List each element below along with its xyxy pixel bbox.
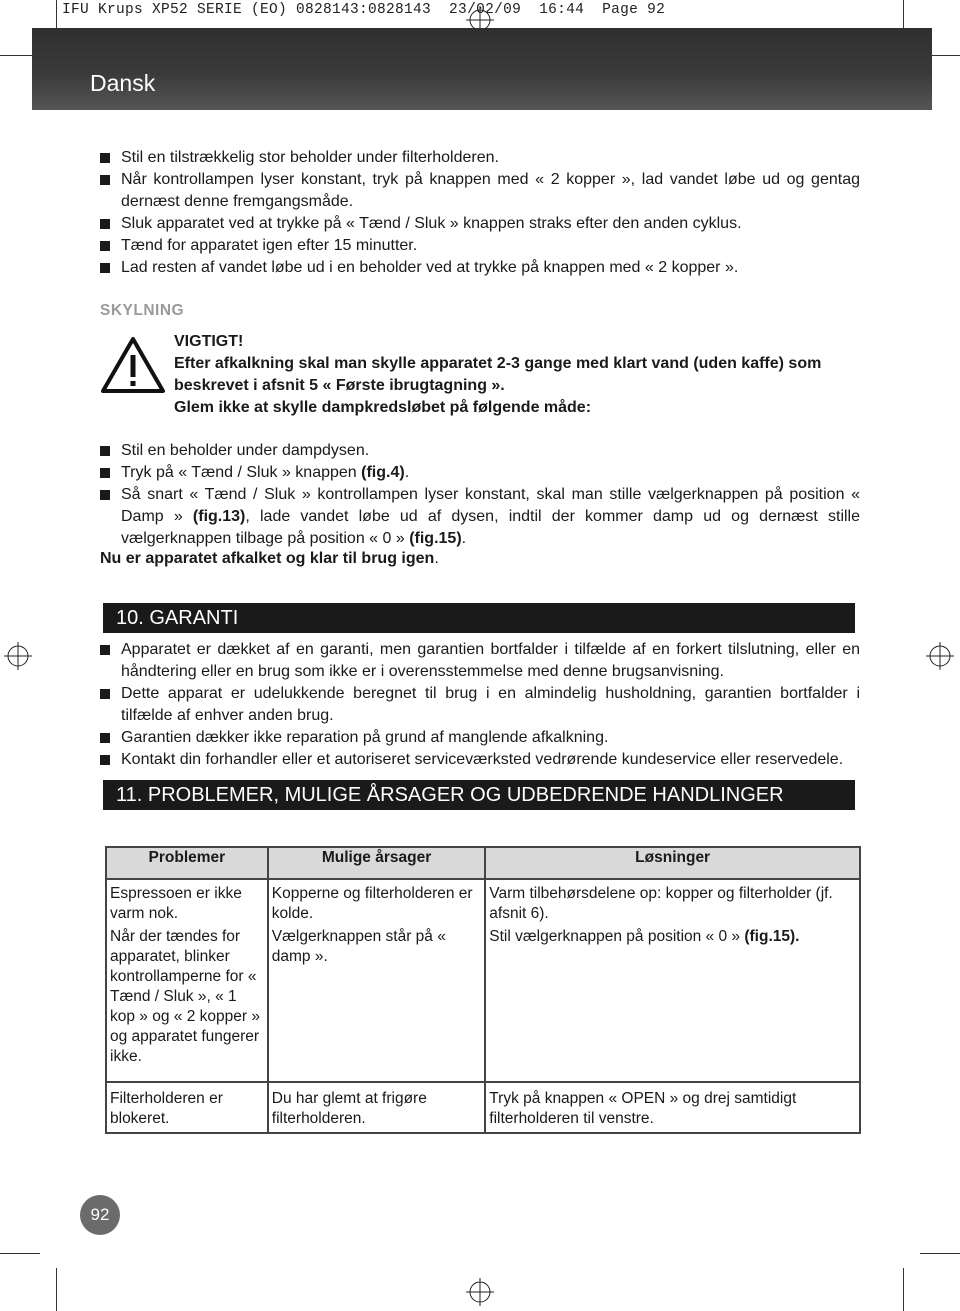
table-cell bbox=[485, 879, 860, 1082]
cell-text: Vælgerknappen står på « damp ». bbox=[271, 928, 446, 965]
crop-mark bbox=[920, 1253, 960, 1254]
step-text: , lade vandet løbe ud af dysen, indtil der kommer damp ud og dernæst stille vælgerknappen tilbage på position « 0 » bbox=[121, 508, 860, 547]
list-item: Kontakt din forhandler eller et autoriseret serviceværksted vedrørende kundeservice eller reservedele. bbox=[100, 749, 860, 771]
crop-mark bbox=[903, 1268, 904, 1311]
step-text: . bbox=[404, 464, 410, 481]
step-text: Tryk på « Tænd / Sluk » knappen bbox=[121, 464, 362, 481]
list-item: Stil en tilstrækkelig stor beholder under filterholderen. bbox=[100, 147, 860, 169]
cell-text-with-figure bbox=[486, 927, 859, 950]
troubleshooting-table bbox=[105, 846, 861, 1134]
cell-text: Espressoen er ikke varm nok. bbox=[110, 885, 242, 922]
list-item: Når kontrollampen lyser konstant, tryk på knappen med « 2 kopper », lad vandet løbe ud og gentag dernæst denne fremgangsmåde. bbox=[100, 169, 860, 213]
table-cell: Filterholderen er blokeret. bbox=[106, 1082, 268, 1133]
conclusion-bold: Nu er apparatet afkalket og klar til brug igen bbox=[100, 550, 435, 567]
cell-text: Varm tilbehørsdelene op: kopper og filterholder (jf. afsnit 6). bbox=[489, 885, 833, 922]
table-cell: Du har glemt at frigøre filterholderen. bbox=[268, 1082, 486, 1133]
table-cell bbox=[106, 879, 268, 1082]
registration-mark-icon bbox=[4, 642, 32, 670]
registration-mark-icon bbox=[926, 642, 954, 670]
top-bullet-list bbox=[100, 147, 860, 279]
table-cell: Tryk på knappen « OPEN » og drej samtidigt filterholderen til venstre. bbox=[485, 1082, 860, 1133]
crop-mark bbox=[0, 1253, 40, 1254]
page-title: Dansk bbox=[90, 70, 156, 96]
table-row bbox=[106, 1082, 860, 1133]
column-header: Mulige årsager bbox=[268, 847, 486, 879]
section-title-guarantee: 10. GARANTI bbox=[103, 603, 855, 633]
warning-text bbox=[174, 331, 864, 419]
column-header: Løsninger bbox=[485, 847, 860, 879]
figure-ref: (fig.13) bbox=[192, 508, 246, 525]
list-item bbox=[100, 484, 860, 550]
page-number-badge: 92 bbox=[80, 1195, 120, 1235]
figure-ref: (fig.15). bbox=[744, 928, 800, 945]
list-item bbox=[100, 462, 860, 484]
list-item: Apparatet er dækket af en garanti, men garantien bortfalder i tilfælde af en forkert tilslutning, eller en håndtering eller en brug som ikke er i overensstemmelse med denne brugsanvisning. bbox=[100, 639, 860, 683]
list-item: Sluk apparatet ved at trykke på « Tænd / Sluk » knappen straks efter den anden cyklus. bbox=[100, 213, 860, 235]
step-text: Så snart « Tænd / Sluk » kontrollampen lyser konstant, skal man stille vælgerknappen på position « Damp » bbox=[121, 486, 860, 525]
warning-line: Glem ikke at skylle dampkredsløbet på følgende måde: bbox=[174, 399, 592, 416]
figure-ref: (fig.15) bbox=[409, 530, 462, 547]
warning-title: VIGTIGT! bbox=[174, 333, 244, 350]
list-item: Tænd for apparatet igen efter 15 minutter. bbox=[100, 235, 860, 257]
table-header-row bbox=[106, 847, 860, 879]
section-title-problems: 11. PROBLEMER, MULIGE ÅRSAGER OG UDBEDRENDE HANDLINGER bbox=[103, 780, 855, 810]
list-item: Lad resten af vandet løbe ud i en beholder ved at trykke på knappen med « 2 kopper ». bbox=[100, 257, 860, 279]
crop-mark bbox=[56, 1268, 57, 1311]
list-item: Stil en beholder under dampdysen. bbox=[100, 440, 860, 462]
step-text: . bbox=[461, 530, 467, 547]
header-banner bbox=[32, 28, 932, 110]
list-item: Garantien dækker ikke reparation på grund af manglende afkalkning. bbox=[100, 727, 860, 749]
conclusion-end: . bbox=[434, 550, 439, 567]
print-header: IFU Krups XP52 SERIE (EO) 0828143:0828143 23/02/09 16:44 Page 92 bbox=[62, 2, 666, 18]
column-header: Problemer bbox=[106, 847, 268, 879]
figure-ref: (fig.4) bbox=[361, 464, 405, 481]
cell-text: Når der tændes for apparatet, blinker kontrollamperne for « Tænd / Sluk », « 1 kop » og « 2 kopper » og apparatet fungerer ikke. bbox=[110, 928, 260, 1065]
section-heading-rinse: SKYLNING bbox=[100, 302, 185, 319]
table-row bbox=[106, 879, 860, 1082]
rinse-steps-list bbox=[100, 440, 860, 550]
cell-text: Kopperne og filterholderen er kolde. bbox=[271, 885, 473, 922]
rinse-conclusion bbox=[100, 550, 439, 568]
cell-text: Stil vælgerknappen på position « 0 » bbox=[489, 928, 745, 945]
guarantee-list bbox=[100, 639, 860, 771]
warning-triangle-icon bbox=[100, 336, 166, 394]
list-item: Dette apparat er udelukkende beregnet til brug i en almindelig husholdning, garantien bortfalder i tilfælde af enhver anden brug. bbox=[100, 683, 860, 727]
registration-mark-icon bbox=[466, 1278, 494, 1306]
warning-line: Efter afkalkning skal man skylle apparatet 2-3 gange med klart vand (uden kaffe) som beskrevet i afsnit 5 « Første ibrugtagning ». bbox=[174, 355, 822, 394]
table-cell bbox=[268, 879, 486, 1082]
